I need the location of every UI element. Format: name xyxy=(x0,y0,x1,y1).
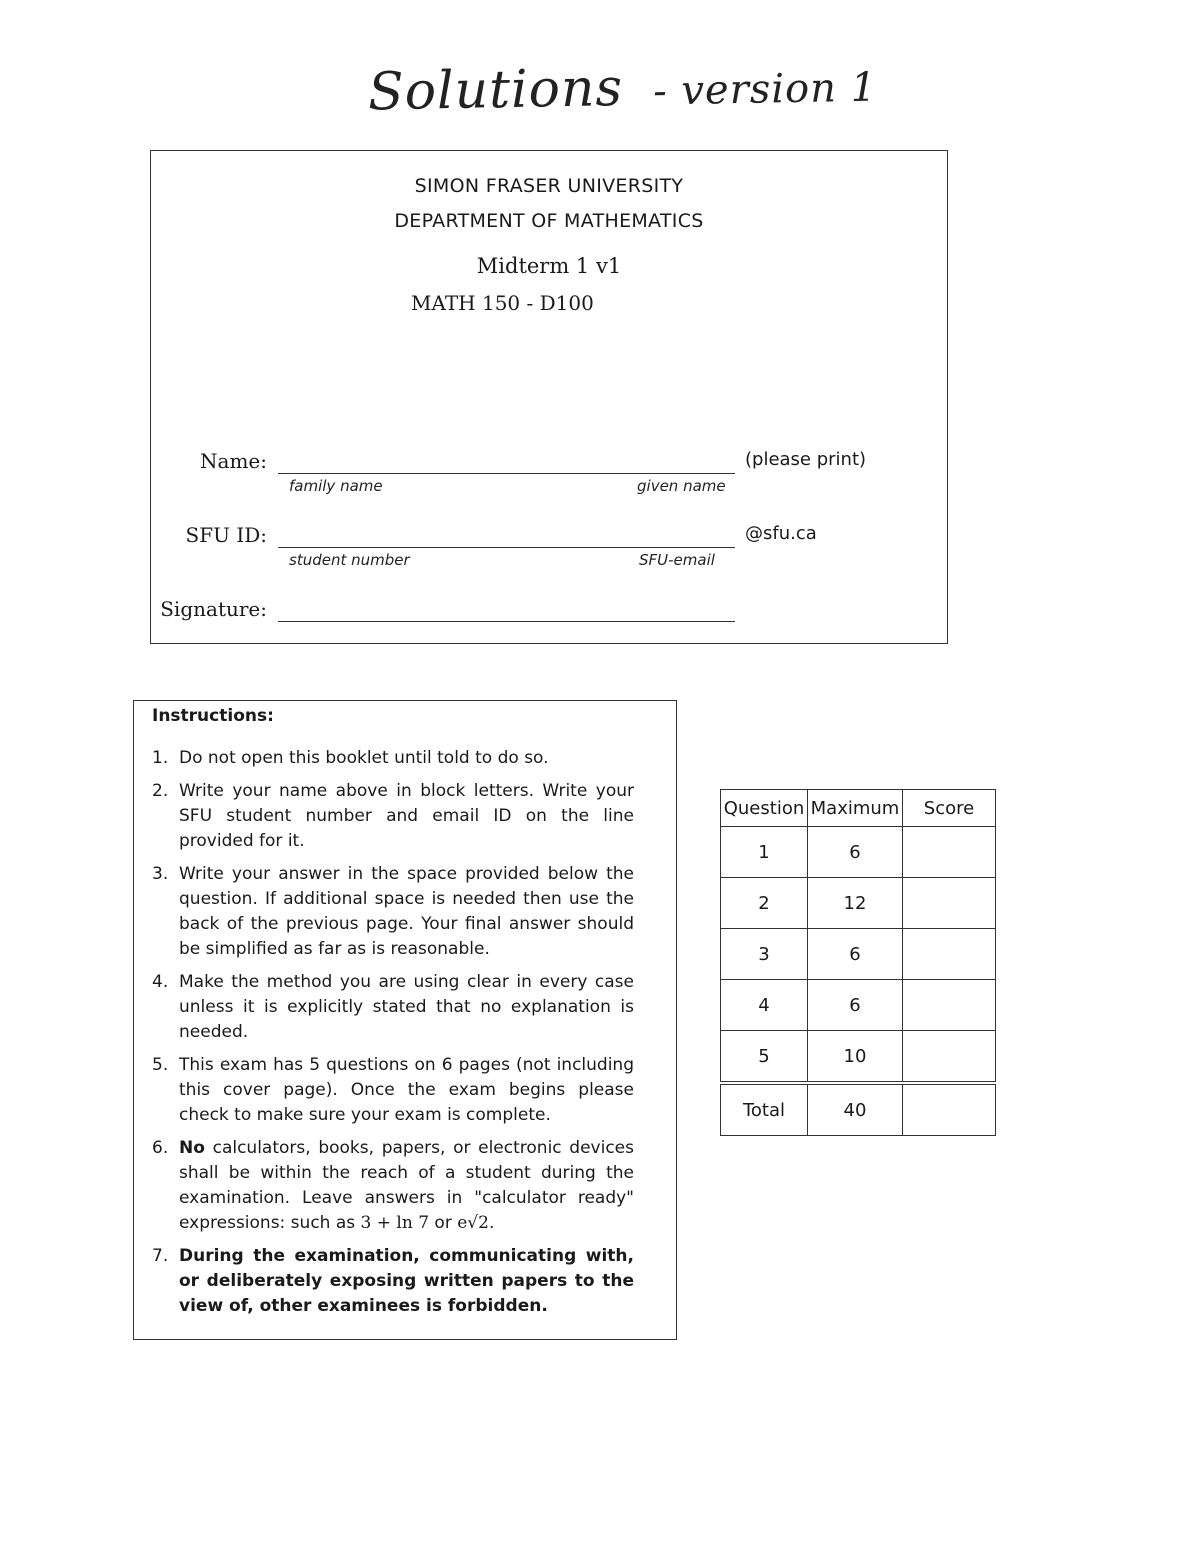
instruction-text xyxy=(179,1136,634,1236)
instruction-item xyxy=(152,779,634,854)
table-row xyxy=(721,827,996,878)
score-cell[interactable] xyxy=(903,980,996,1031)
question-cell: 3 xyxy=(721,929,808,980)
score-cell[interactable] xyxy=(903,827,996,878)
instruction-number: 6. xyxy=(152,1138,169,1158)
question-cell: 4 xyxy=(721,980,808,1031)
handwritten-version: - version 1 xyxy=(652,64,878,115)
score-cell[interactable] xyxy=(903,929,996,980)
exam-header-box xyxy=(150,150,948,644)
instruction-number: 2. xyxy=(152,781,169,801)
instruction-text: Write your name above in block letters. Write your SFU student number and email ID on the line provided for it. xyxy=(179,781,634,851)
university-name: SIMON FRASER UNIVERSITY xyxy=(414,175,684,197)
table-row xyxy=(721,1031,996,1084)
instruction-text: Do not open this booklet until told to do so. xyxy=(179,748,549,768)
instructions-title: Instructions: xyxy=(152,706,274,726)
signature-field[interactable] xyxy=(278,621,735,622)
maximum-cell: 6 xyxy=(808,929,903,980)
instruction-period: . xyxy=(488,1213,495,1233)
math-expression-exp: e√2 xyxy=(457,1213,489,1233)
instruction-or: or xyxy=(434,1213,452,1233)
header-question: Question xyxy=(721,790,808,827)
score-table-header xyxy=(721,790,996,827)
header-score: Score xyxy=(903,790,996,827)
instruction-item xyxy=(152,862,634,962)
please-print-note: (please print) xyxy=(745,449,867,470)
instruction-item xyxy=(152,970,634,1045)
email-domain-note: @sfu.ca xyxy=(745,523,817,544)
header-maximum: Maximum xyxy=(808,790,903,827)
total-maximum: 40 xyxy=(808,1083,903,1136)
name-field[interactable] xyxy=(278,473,735,474)
instruction-item xyxy=(152,1053,634,1128)
math-expression-ln: 3 + ln 7 xyxy=(360,1213,430,1233)
score-cell[interactable] xyxy=(903,1031,996,1084)
sfu-id-field[interactable] xyxy=(278,547,735,548)
instruction-text: Write your answer in the space provided below the question. If additional space is needed then use the back of the previous page. Your final answer should be simplified as far as is reasonable. xyxy=(179,864,634,959)
instruction-body: calculators, books, papers, or electronic devices shall be within the reach of a student during the examination. Leave answers in "calculator ready" expressions: such as xyxy=(179,1138,635,1233)
total-score-cell[interactable] xyxy=(903,1083,996,1136)
score-cell[interactable] xyxy=(903,878,996,929)
instruction-number: 4. xyxy=(152,972,169,992)
instruction-number: 7. xyxy=(152,1246,169,1266)
total-label: Total xyxy=(721,1083,808,1136)
department-name: DEPARTMENT OF MATHEMATICS xyxy=(394,210,704,232)
question-cell: 5 xyxy=(721,1031,808,1084)
maximum-cell: 10 xyxy=(808,1031,903,1084)
score-table xyxy=(720,789,996,1136)
name-label: Name: xyxy=(200,449,267,473)
instruction-number: 3. xyxy=(152,864,169,884)
instruction-item xyxy=(152,746,634,771)
instruction-item xyxy=(152,1244,634,1319)
instruction-number: 5. xyxy=(152,1055,169,1075)
instructions-box xyxy=(133,700,677,1340)
maximum-cell: 6 xyxy=(808,827,903,878)
question-cell: 1 xyxy=(721,827,808,878)
given-name-hint: given name xyxy=(637,477,726,495)
instruction-text: Make the method you are using clear in every case unless it is explicitly stated that no explanation is needed. xyxy=(179,972,634,1042)
course-code: MATH 150 - D100 xyxy=(411,291,594,315)
instruction-number: 1. xyxy=(152,748,169,768)
maximum-cell: 12 xyxy=(808,878,903,929)
table-row xyxy=(721,878,996,929)
signature-label: Signature: xyxy=(160,597,267,621)
instructions-list xyxy=(152,746,634,1327)
instruction-item xyxy=(152,1136,634,1236)
maximum-cell: 6 xyxy=(808,980,903,1031)
family-name-hint: family name xyxy=(289,477,383,495)
table-row xyxy=(721,929,996,980)
sfu-id-label: SFU ID: xyxy=(185,523,267,547)
handwritten-solutions: Solutions xyxy=(367,57,624,123)
total-row xyxy=(721,1083,996,1136)
handwritten-title xyxy=(368,54,878,123)
instruction-emphasis: No xyxy=(179,1138,205,1158)
question-cell: 2 xyxy=(721,878,808,929)
student-number-hint: student number xyxy=(289,551,410,569)
instruction-text: During the examination, communicating with, or deliberately exposing written papers to the view of, other examinees is forbidden. xyxy=(179,1246,634,1316)
instruction-text: This exam has 5 questions on 6 pages (not including this cover page). Once the exam begins please check to make sure your exam is complete. xyxy=(179,1055,634,1125)
exam-title: Midterm 1 v1 xyxy=(476,254,622,278)
table-row xyxy=(721,980,996,1031)
sfu-email-hint: SFU-email xyxy=(639,551,715,569)
